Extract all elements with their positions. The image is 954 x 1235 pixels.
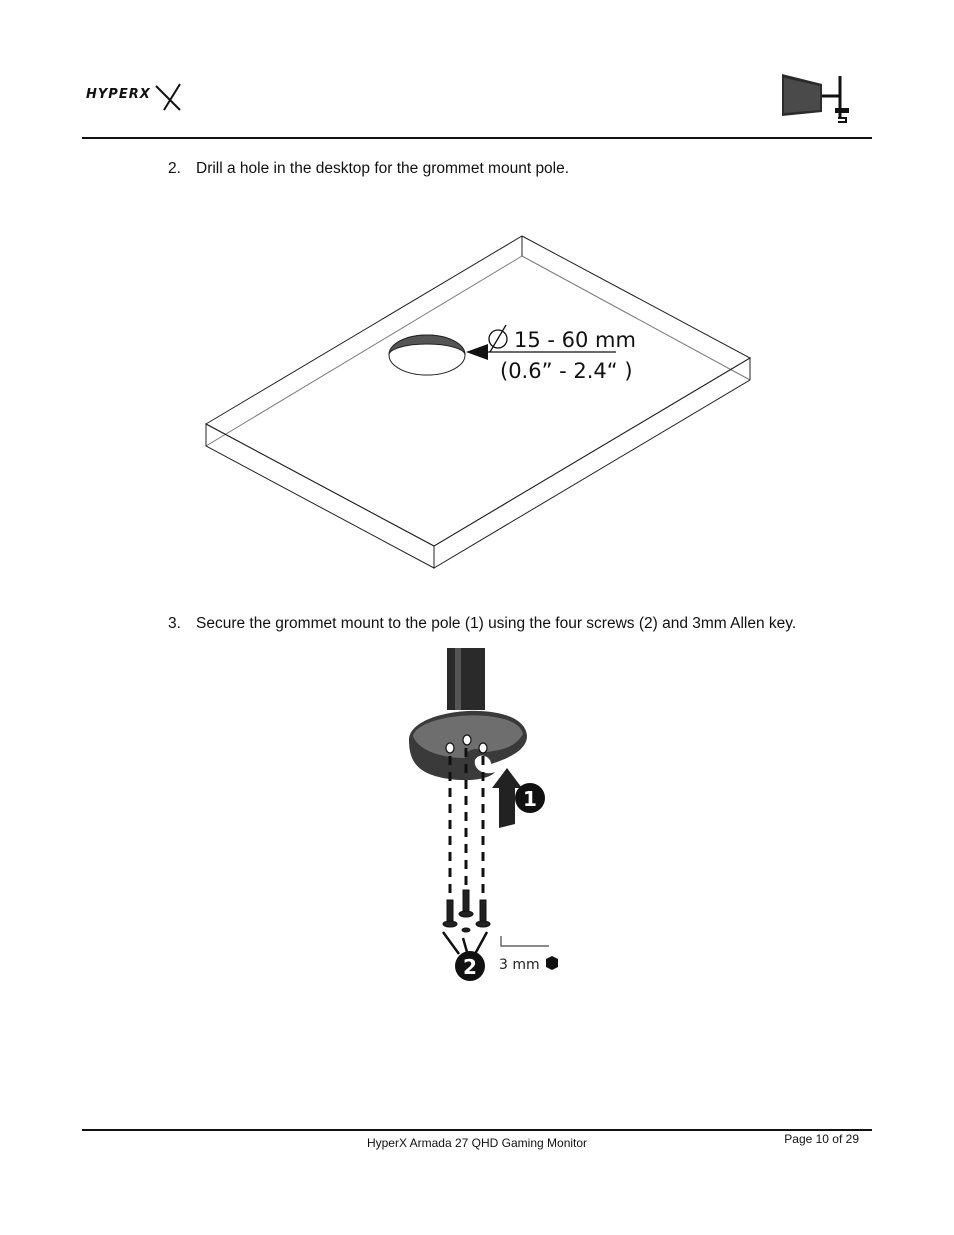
step-2 xyxy=(168,160,569,178)
hyperx-logo-text: HYPERX xyxy=(86,87,151,102)
header-rule xyxy=(82,137,872,139)
diameter-icon xyxy=(489,325,507,352)
screws-icon xyxy=(443,890,490,932)
grommet-mount-diagram xyxy=(395,648,575,988)
monitor-arm-icon xyxy=(780,72,852,124)
drill-hole-icon xyxy=(389,335,465,375)
hyperx-logo xyxy=(84,80,184,114)
allen-key-label: 3 mm xyxy=(499,957,540,973)
footer-rule xyxy=(82,1129,872,1131)
diameter-imperial: (0.6” - 2.4“ ) xyxy=(500,359,633,383)
callout-2 xyxy=(455,951,485,981)
callout-1 xyxy=(515,783,545,813)
callout-2-label: 2 xyxy=(463,955,477,979)
page-number: Page 10 of 29 xyxy=(784,1132,859,1146)
step-text: Drill a hole in the desktop for the grommet mount pole. xyxy=(196,160,570,177)
step-number: 2. xyxy=(168,160,181,177)
diameter-metric: 15 - 60 mm xyxy=(514,328,636,352)
step-number: 3. xyxy=(168,615,181,632)
step-3 xyxy=(168,615,796,633)
callout-1-label: 1 xyxy=(523,787,537,811)
pole xyxy=(447,648,485,710)
footer-title: HyperX Armada 27 QHD Gaming Monitor xyxy=(366,1136,588,1150)
step-text: Secure the grommet mount to the pole (1) using the four screws (2) and 3mm Allen key. xyxy=(196,615,797,632)
desktop-hole-diagram xyxy=(200,230,760,575)
allen-key-icon xyxy=(501,936,549,946)
hex-key-icon xyxy=(546,956,558,970)
